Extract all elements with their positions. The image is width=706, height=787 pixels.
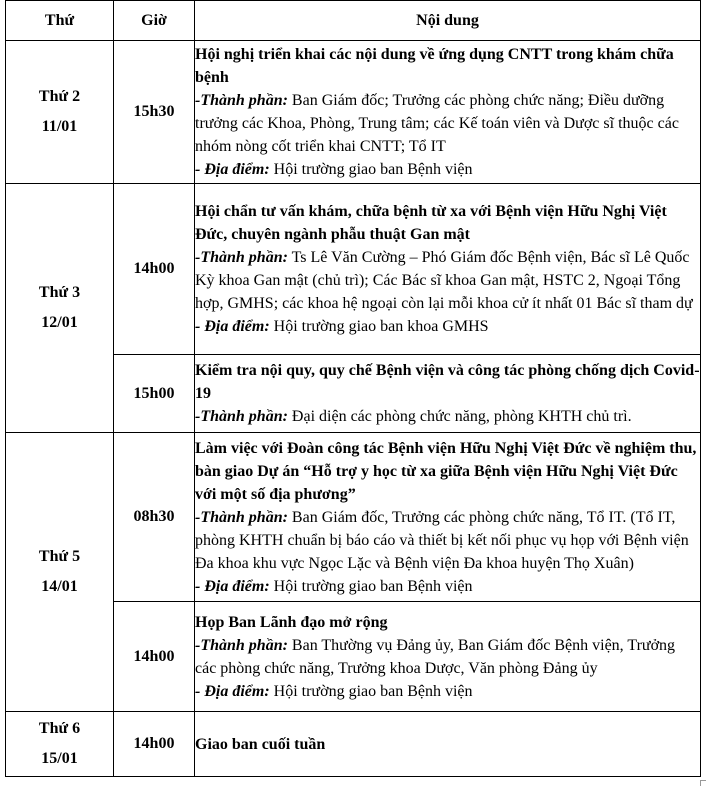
- location-label: - Địa điểm:: [195, 318, 270, 335]
- day-cell: [6, 712, 114, 777]
- participants: [195, 634, 700, 680]
- time-cell: 15h30: [114, 41, 195, 184]
- content-cell: [195, 184, 701, 355]
- location: [195, 158, 700, 181]
- event-title: Hội chẩn tư vấn khám, chữa bệnh từ xa với Bệnh viện Hữu Nghị Việt Đức, chuyên ngành phẫu thuật Gan mật: [195, 203, 667, 243]
- time-cell: 14h00: [114, 184, 195, 355]
- content-cell: [195, 355, 701, 433]
- participants-label: -Thành phần:: [195, 636, 288, 654]
- participants-text: Đại diện các phòng chức năng, phòng KHTH chủ trì.: [291, 408, 632, 425]
- date: 14/01: [41, 578, 78, 595]
- schedule-table: [5, 0, 701, 777]
- participants-label: -Thành phần:: [195, 249, 288, 266]
- day-cell: [6, 41, 114, 184]
- participants-label: -Thành phần:: [195, 508, 288, 526]
- location-text: Hội trường giao ban khoa GMHS: [273, 318, 489, 335]
- date: 15/01: [41, 750, 78, 767]
- event-title: Họp Ban Lãnh đạo mở rộng: [195, 613, 388, 631]
- content-cell: [195, 602, 701, 712]
- participants: [195, 405, 700, 428]
- participants-text: Ts Lê Văn Cường – Phó Giám đốc Bệnh viện, Bác sĩ Lê Quốc Kỳ khoa Gan mật (chủ trì); Các Bác sĩ khoa Gan mật, HSTC 2, Ngoại Tổng hợp, GMHS; các khoa hệ ngoại còn lại mỗi khoa cử ít nhất 01 Bác sĩ tham dự: [195, 249, 693, 312]
- location-text: Hội trường giao ban Bệnh viện: [273, 577, 473, 595]
- event-title: Giao ban cuối tuần: [195, 735, 326, 753]
- date: 11/01: [41, 118, 78, 135]
- header-time: Giờ: [114, 1, 195, 41]
- time-cell: 14h00: [114, 602, 195, 712]
- date: 12/01: [41, 314, 78, 331]
- header-content: Nội dung: [195, 1, 701, 41]
- location: [195, 575, 700, 598]
- day-cell: [6, 433, 114, 712]
- event-title: Hội nghị triển khai các nội dung về ứng dụng CNTT trong khám chữa bệnh: [195, 46, 674, 86]
- location-label: - Địa điểm:: [195, 682, 270, 700]
- corner-mark: [700, 780, 706, 786]
- table-row: [6, 433, 701, 602]
- weekday: Thứ 6: [38, 720, 81, 737]
- weekday: Thứ 3: [38, 284, 81, 301]
- time-cell: 08h30: [114, 433, 195, 602]
- content-cell: [195, 433, 701, 602]
- participants-text: Ban Thường vụ Đảng ủy, Ban Giám đốc Bệnh viện, Trưởng các phòng chức năng, Trưởng khoa Dược, Văn phòng Đảng ủy: [195, 636, 676, 677]
- participants-label: -Thành phần:: [195, 92, 288, 109]
- event-title: Làm việc với Đoàn công tác Bệnh viện Hữu Nghị Việt Đức về nghiệm thu, bàn giao Dự án “Hỗ trợ y học từ xa giữa Bệnh viện Hữu Nghị Việt Đức với một số địa phương”: [195, 439, 697, 503]
- content-cell: [195, 41, 701, 184]
- header-day: Thứ: [6, 1, 114, 41]
- table-row: [6, 184, 701, 355]
- participants: [195, 506, 700, 575]
- table-row: [6, 712, 701, 777]
- participants: [195, 246, 700, 315]
- time-cell: 15h00: [114, 355, 195, 433]
- location: [195, 680, 700, 703]
- weekday: Thứ 5: [38, 548, 81, 565]
- day-cell: [6, 184, 114, 433]
- location-text: Hội trường giao ban Bệnh viện: [273, 161, 473, 178]
- participants: [195, 89, 700, 158]
- participants-text: Ban Giám đốc, Trưởng các phòng chức năng, Tổ IT.: [291, 508, 627, 526]
- participants-label: -Thành phần:: [195, 408, 288, 425]
- participants-text: Ban Giám đốc; Trưởng các phòng chức năng; Điều dưỡng trưởng các Khoa, Phòng, Trung tâm; các Kế toán viên và Dược sĩ thuộc các nhóm nòng cốt triển khai CNTT; Tổ IT: [195, 92, 679, 155]
- location-text: Hội trường giao ban Bệnh viện: [273, 682, 473, 700]
- header-row: [6, 1, 701, 41]
- table-row: [6, 41, 701, 184]
- time-cell: 14h00: [114, 712, 195, 777]
- note-text: (Tổ IT, phòng KHTH chuẩn bị báo cáo và thiết bị kết nối phục vụ họp với Bệnh viện Đa khoa khu vực Ngọc Lặc và Bệnh viện Đa khoa huyện Thọ Xuân): [195, 508, 689, 572]
- location: [195, 315, 700, 338]
- location-label: - Địa điểm:: [195, 577, 270, 595]
- weekday: Thứ 2: [38, 88, 81, 105]
- content-cell: [195, 712, 701, 777]
- location-label: - Địa điểm:: [195, 161, 270, 178]
- event-title: Kiểm tra nội quy, quy chế Bệnh viện và công tác phòng chống dịch Covid-19: [195, 362, 700, 402]
